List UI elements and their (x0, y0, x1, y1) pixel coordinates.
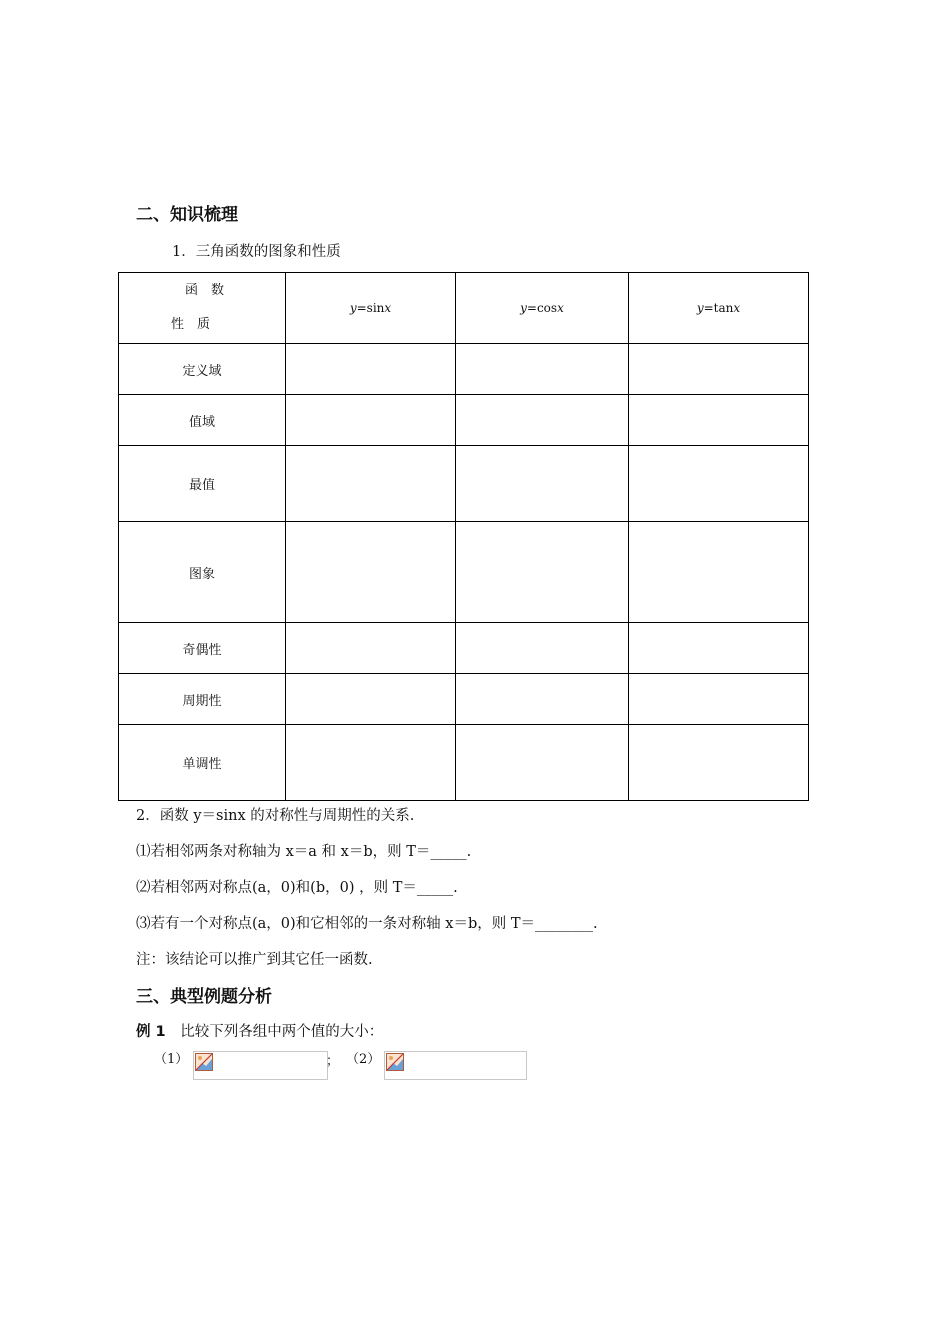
table-row (119, 446, 809, 522)
example-text: 比较下列各组中两个值的大小： (180, 1024, 384, 1040)
table-cell (629, 446, 809, 522)
table-cell (629, 395, 809, 446)
table-cell (629, 522, 809, 623)
table-cell (456, 446, 629, 522)
section-heading-examples: 三、典型例题分析 (136, 987, 272, 1007)
table-cell (286, 395, 456, 446)
note-text: 注：该结论可以推广到其它任一函数. (136, 952, 373, 968)
table-header-row (119, 273, 809, 344)
row-label-monotonicity: 单调性 (119, 725, 286, 801)
formula-image-1 (193, 1051, 328, 1080)
example-label: 例 1 (136, 1024, 166, 1040)
table-cell (286, 725, 456, 801)
table-cell (456, 522, 629, 623)
row-label-domain: 定义域 (119, 344, 286, 395)
corner-label-property: 性 质 (171, 317, 211, 332)
table-row (119, 725, 809, 801)
example-1-line (136, 1020, 383, 1041)
table-cell (286, 522, 456, 623)
item-adjacent-points: ⑵若相邻两对称点(a，0)和(b，0) ，则 T＝_____. (136, 880, 458, 896)
trig-properties-table (118, 272, 809, 801)
table-cell (456, 725, 629, 801)
table-cell (286, 623, 456, 674)
column-header-sin: y=sinx (286, 273, 456, 344)
row-label-extremum: 最值 (119, 446, 286, 522)
subsection-title-trig-table: 1．三角函数的图象和性质 (172, 244, 341, 260)
table-cell (456, 344, 629, 395)
column-header-tan: y=tanx (629, 273, 809, 344)
column-header-cos: y=cosx (456, 273, 629, 344)
table-row (119, 623, 809, 674)
table-cell (286, 344, 456, 395)
part-2-label: （2） (346, 1052, 381, 1067)
item-point-and-axis: ⑶若有一个对称点(a，0)和它相邻的一条对称轴 x＝b，则 T＝________. (136, 916, 598, 932)
item-adjacent-axes: ⑴若相邻两条对称轴为 x＝a 和 x＝b，则 T＝_____. (136, 844, 472, 860)
table-cell (629, 725, 809, 801)
separator-semicolon: ； (326, 1054, 340, 1069)
row-label-graph: 图象 (119, 522, 286, 623)
corner-label-function: 函 数 (185, 283, 225, 298)
table-corner-cell (119, 273, 286, 344)
table-cell (286, 446, 456, 522)
broken-image-icon (386, 1053, 404, 1071)
table-cell (629, 344, 809, 395)
subsection-title-symmetry: 2．函数 y＝sinx 的对称性与周期性的关系. (136, 808, 415, 824)
table-cell (456, 395, 629, 446)
table-cell (456, 623, 629, 674)
section-heading-knowledge: 二、知识梳理 (136, 205, 238, 225)
table-row (119, 522, 809, 623)
table-cell (629, 674, 809, 725)
table-row (119, 674, 809, 725)
row-label-period: 周期性 (119, 674, 286, 725)
part-1-label: （1） (154, 1052, 189, 1067)
table-cell (286, 674, 456, 725)
table-row (119, 344, 809, 395)
row-label-range: 值域 (119, 395, 286, 446)
formula-image-2 (384, 1051, 527, 1080)
row-label-parity: 奇偶性 (119, 623, 286, 674)
table-cell (629, 623, 809, 674)
table-row (119, 395, 809, 446)
broken-image-icon (195, 1053, 213, 1071)
table-cell (456, 674, 629, 725)
